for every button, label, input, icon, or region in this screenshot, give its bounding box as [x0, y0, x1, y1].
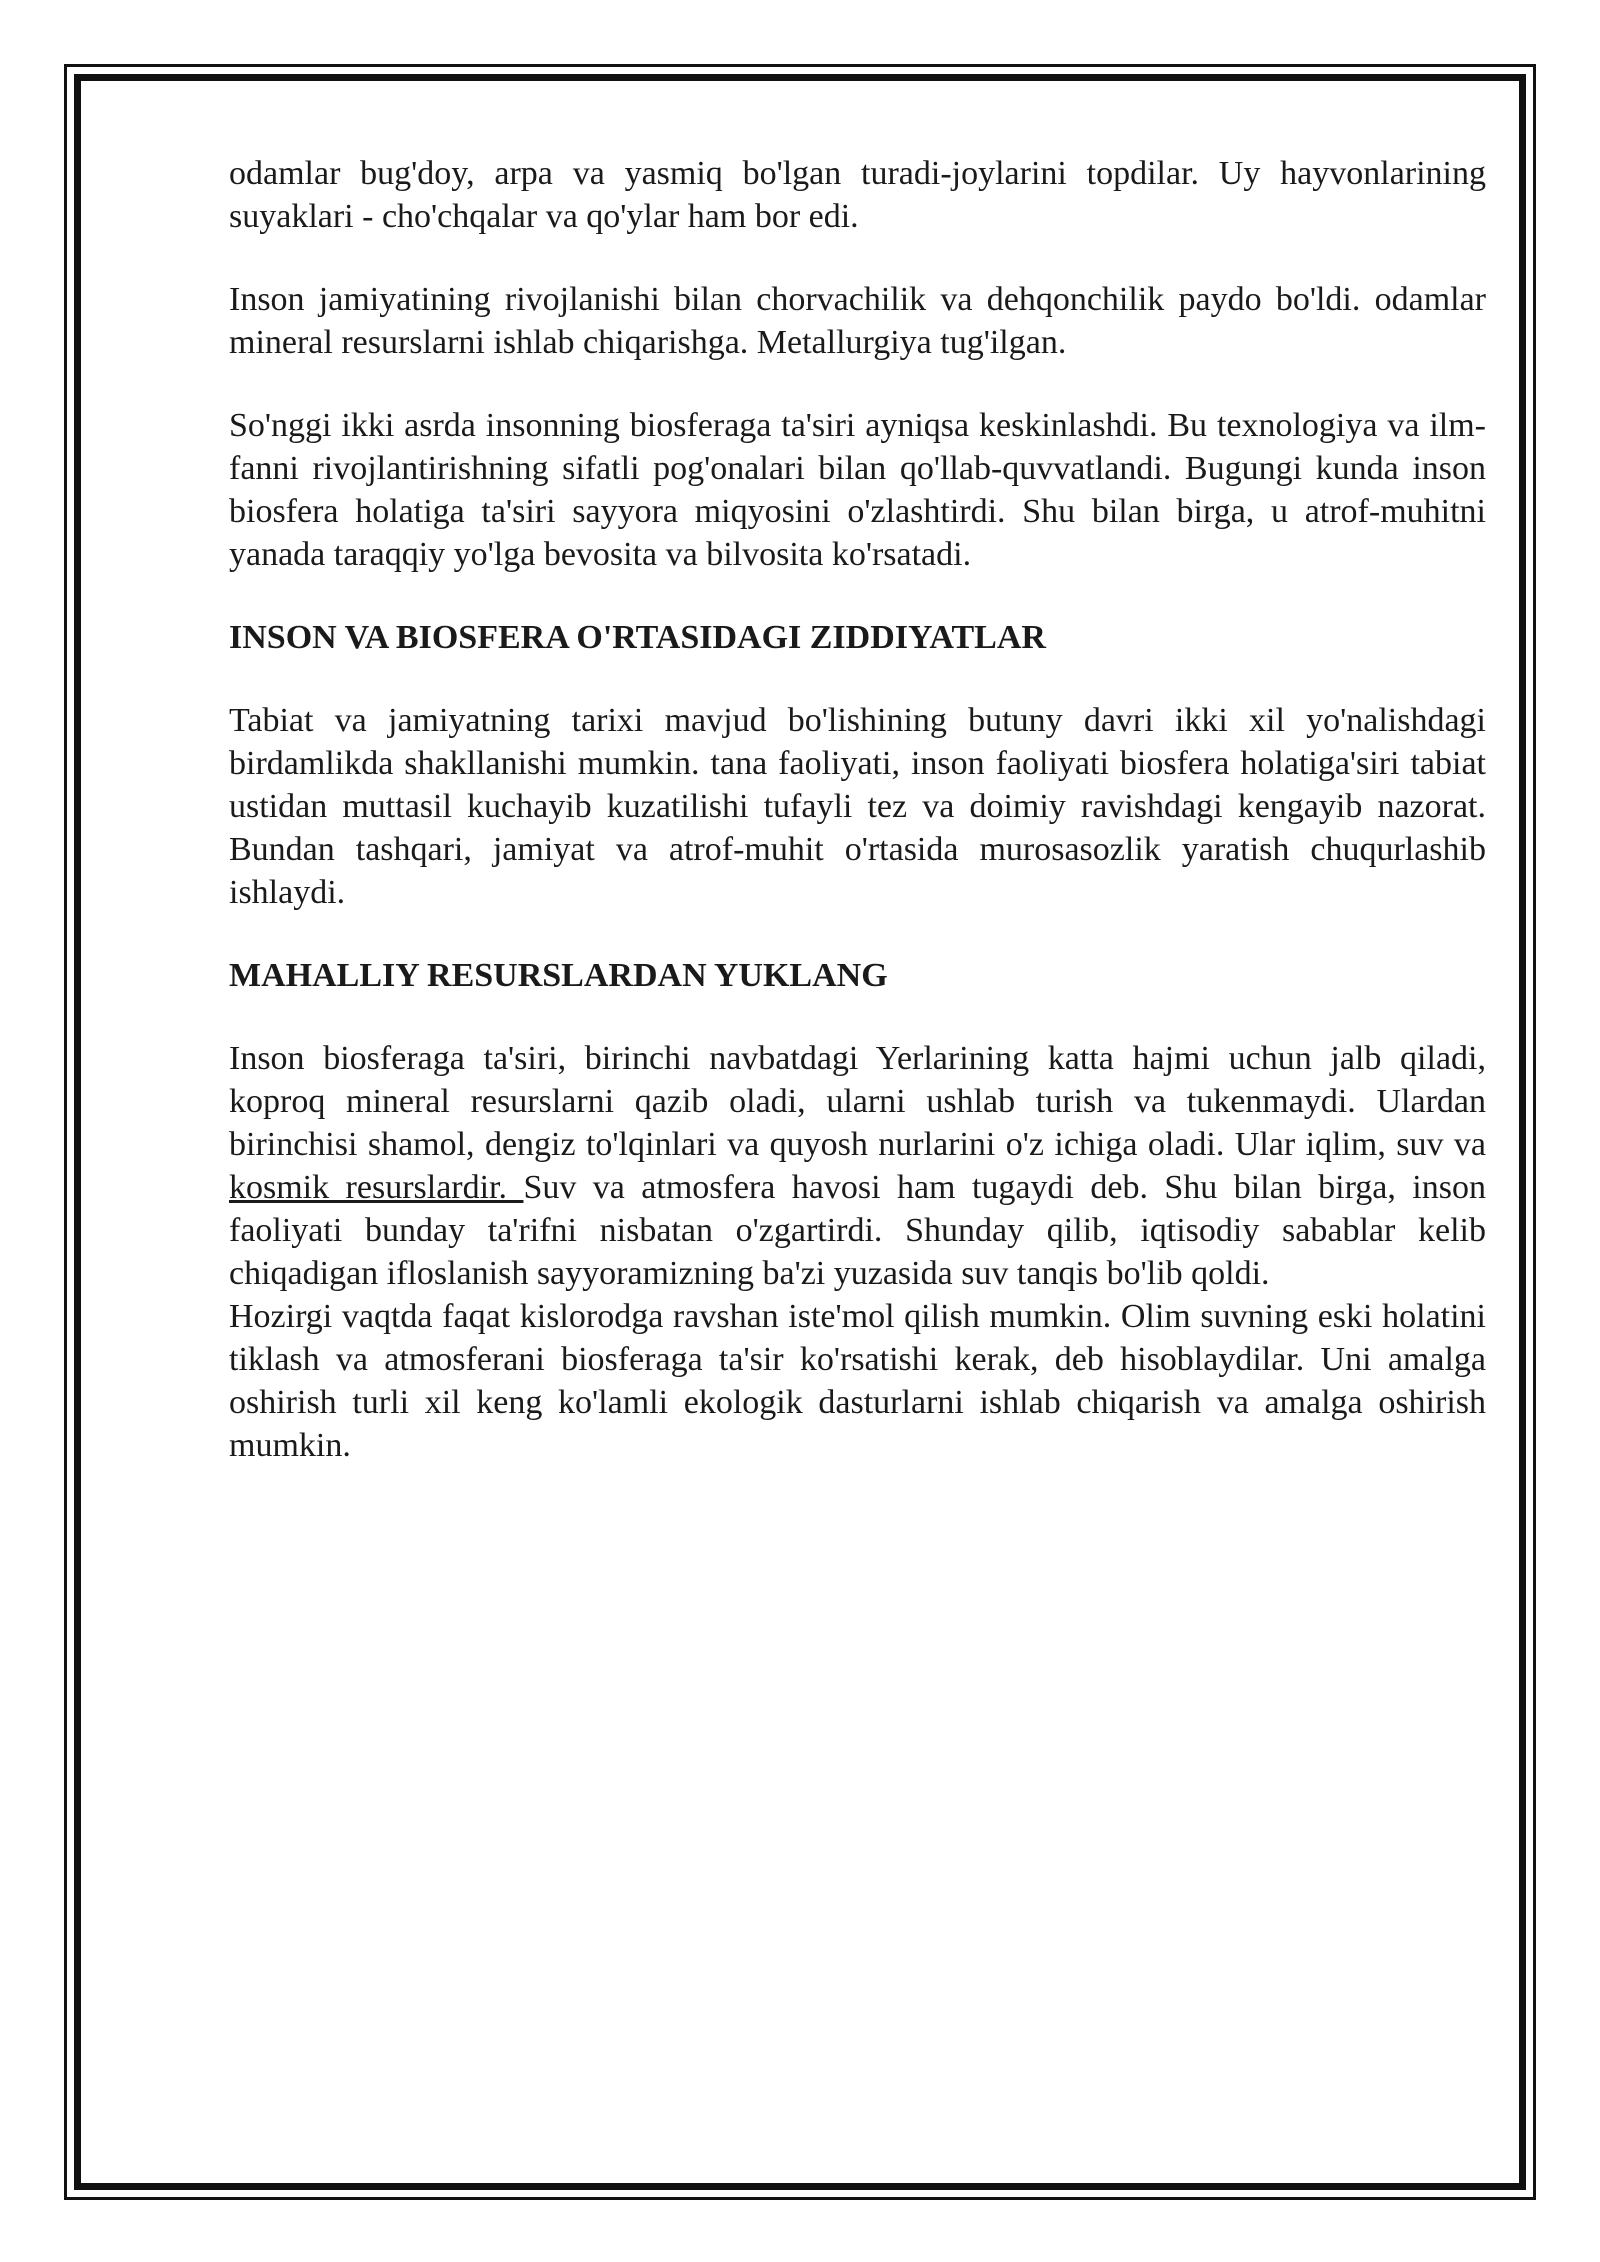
paragraph-5 [229, 1037, 1486, 1295]
paragraph-4: Tabiat va jamiyatning tarixi mavjud bo'lishining butuny davri ikki xil yo'nalishdagi birdamlikda shakllanishi mumkin. tana faoliyati, inson faoliyati biosfera holatiga'siri tabiat ustidan muttasil kuchayib kuzatilishi tufayli tez va doimiy ravishdagi kengayib nazorat. Bundan tashqari, jamiyat va atrof-muhit o'rtasida murosasozlik yaratish chuqurlashib ishlaydi. [229, 702, 1486, 911]
paragraph-6: Hozirgi vaqtda faqat kislorodga ravshan iste'mol qilish mumkin. Olim suvning eski holatini tiklash va atmosferani biosferaga ta'sir ko'rsatishi kerak, deb hisoblaydilar. Uni amalga oshirish turli xil keng ko'lamli ekologik dasturlarni ishlab chiqarish va amalga oshirish mumkin. [229, 1298, 1486, 1464]
paragraph-5-text-end: Suv va atmosfera havosi ham tugaydi deb. Shu bilan birga, inson faoliyati bunday ta'rifni nisbatan o'zgartirdi. Shunday qilib, iqtisodiy sabablar kelib chiqadigan ifloslanish sayyoramizning ba'zi yuzasida suv tanqis bo'lib qoldi. [229, 1169, 1486, 1292]
kosmik-resurslar-link[interactable]: kosmik resurslardir. [229, 1169, 524, 1206]
section-heading-local-resources: MAHALLIY RESURSLARDAN YUKLANG [229, 957, 888, 994]
section-heading-conflicts: INSON VA BIOSFERA O'RTASIDAGI ZIDDIYATLAR [229, 619, 1046, 656]
paragraph-5-text-start: Inson biosferaga ta'siri, birinchi navbatdagi Yerlarining katta hajmi uchun jalb qiladi, koproq mineral resurslarni qazib oladi, ularni ushlab turish va tukenmaydi. Ulardan birinchisi shamol, dengiz to'lqinlari va quyosh nurlarini o'z ichiga oladi. Ular iqlim, suv va [229, 1040, 1486, 1163]
document-body [229, 152, 1486, 1467]
paragraph-1: odamlar bug'doy, arpa va yasmiq bo'lgan turadi-joylarini topdilar. Uy hayvonlarining suyaklari - cho'chqalar va qo'ylar ham bor edi. [229, 155, 1486, 235]
paragraph-3: So'nggi ikki asrda insonning biosferaga ta'siri ayniqsa keskinlashdi. Bu texnologiya va ilm-fanni rivojlantirishning sifatli pog'onalari bilan qo'llab-quvvatlandi. Bugungi kunda inson biosfera holatiga ta'siri sayyora miqyosini o'zlashtirdi. Shu bilan birga, u atrof-muhitni yanada taraqqiy yo'lga bevosita va bilvosita ko'rsatadi. [229, 407, 1486, 573]
paragraph-2: Inson jamiyatining rivojlanishi bilan chorvachilik va dehqonchilik paydo bo'ldi. odamlar mineral resurslarni ishlab chiqarishga. Metallurgiya tug'ilgan. [229, 281, 1486, 361]
